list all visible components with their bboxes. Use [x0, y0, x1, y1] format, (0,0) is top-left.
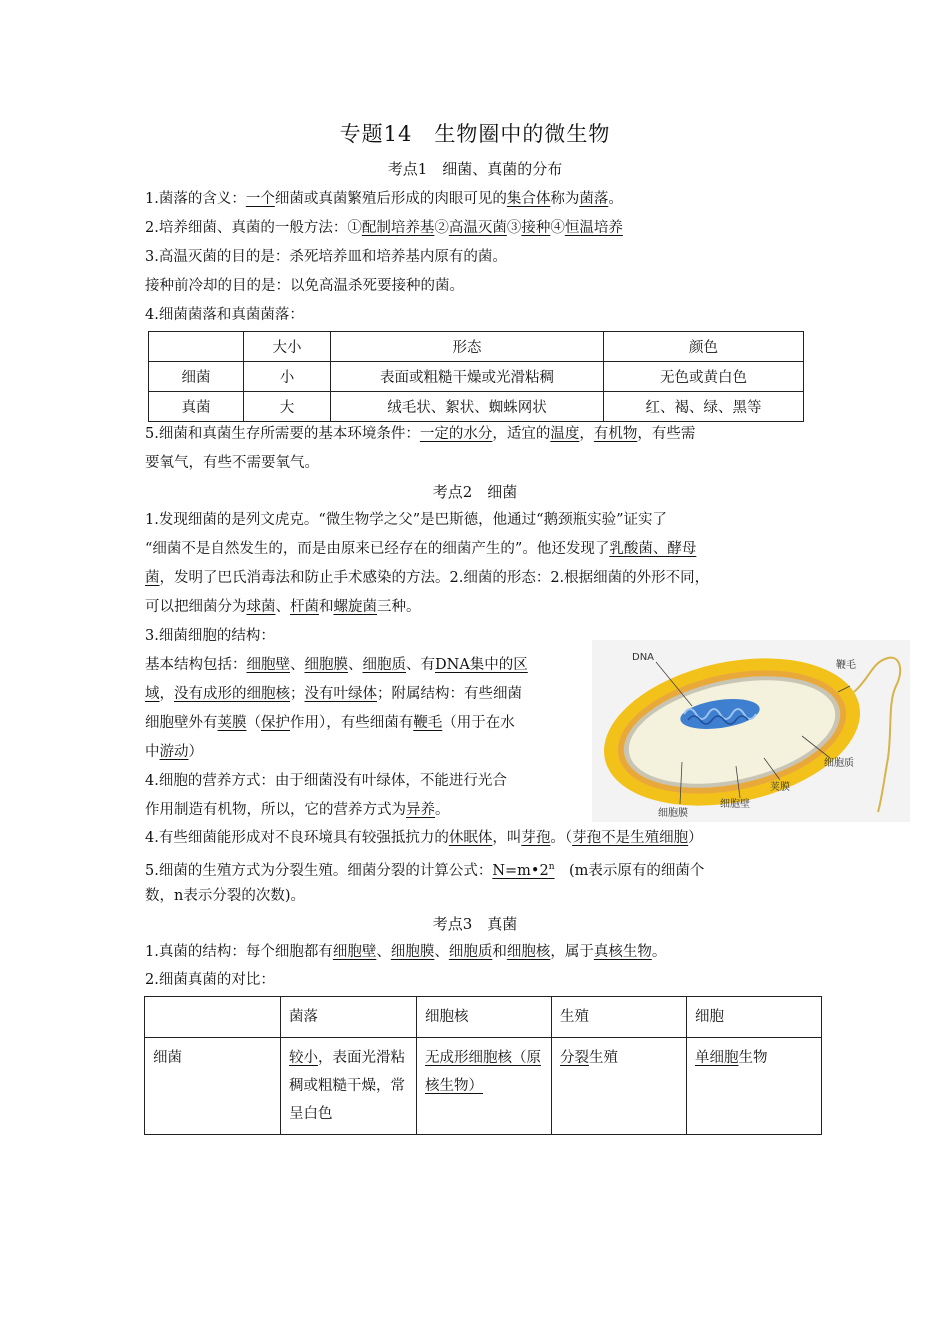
cytoplasm-label: 细胞质	[824, 758, 854, 769]
table-header-cell: 生殖	[552, 997, 687, 1038]
s2-line-3: 菌，发明了巴氏消毒法和防止手术感染的方法。2.细菌的形态：2.根据细菌的外形不同，	[145, 570, 710, 586]
table-header-cell: 细胞	[687, 997, 822, 1038]
table-header-cell: 细胞核	[417, 997, 552, 1038]
table-header-cell	[149, 332, 244, 362]
section-3-heading: 考点3 真菌	[432, 915, 518, 933]
s3-line-2: 2.细菌真菌的对比：	[145, 972, 275, 988]
s2-line-7: 域，没有成形的细胞核；没有叶绿体；附属结构：有些细菌	[145, 686, 522, 702]
s2-line-2: “细菌不是自然发生的，而是由原来已经存在的细菌产生的”。他还发现了乳酸菌、酵母	[145, 541, 697, 557]
table-cell: 无色或黄白色	[604, 362, 804, 392]
s2-line-1: 1.发现细菌的是列文虎克。“微生物学之父”是巴斯德，他通过“鹅颈瓶实验”证实了	[145, 512, 667, 528]
table-row	[149, 362, 804, 392]
table-cell: 大	[244, 392, 331, 422]
table-cell: 单细胞生物	[687, 1038, 822, 1135]
s1-line-2: 2.培养细菌、真菌的一般方法：①配制培养基②高温灭菌③接种④恒温培养	[145, 220, 623, 236]
table-header-cell: 菌落	[281, 997, 417, 1038]
table-cell: 细菌	[149, 362, 244, 392]
table-cell: 表面或粗糙干燥或光滑粘稠	[331, 362, 604, 392]
s2-line-5: 3.细菌细胞的结构：	[145, 628, 275, 644]
table-cell: 绒毛状、絮状、蜘蛛网状	[331, 392, 604, 422]
s2-line-9: 中游动）	[145, 744, 203, 760]
table-header-cell: 颜色	[604, 332, 804, 362]
comparison-table	[144, 996, 822, 1135]
s3-line-1: 1.真菌的结构：每个细胞都有细胞壁、细胞膜、细胞质和细胞核，属于真核生物。	[145, 944, 667, 960]
table-cell: 细菌	[145, 1038, 281, 1135]
table-row	[149, 332, 804, 362]
s1-line-3: 3.高温灭菌的目的是：杀死培养皿和培养基内原有的菌。	[145, 249, 507, 265]
table-cell: 小	[244, 362, 331, 392]
s2-line-11: 作用制造有机物，所以，它的营养方式为异养。	[145, 802, 450, 818]
s2-line-10: 4.细胞的营养方式：由于细菌没有叶绿体，不能进行光合	[145, 773, 507, 789]
table-cell: 分裂生殖	[552, 1038, 687, 1135]
s1-line-7: 要氧气，有些不需要氧气。	[145, 455, 319, 471]
bacterium-diagram	[592, 640, 910, 822]
dna-label: DNA	[632, 652, 655, 663]
s1-line-1: 1.菌落的含义：一个细菌或真菌繁殖后形成的肉眼可见的集合体称为菌落。	[145, 191, 623, 207]
page-title: 专题14 生物圈中的微生物	[339, 122, 611, 146]
s2-line-6: 基本结构包括：细胞壁、细胞膜、细胞质、有DNA集中的区	[145, 657, 528, 673]
section-1-heading: 考点1 细菌、真菌的分布	[387, 160, 563, 178]
table-cell: 无成形细胞核（原核生物）	[417, 1038, 552, 1135]
table-header-cell: 大小	[244, 332, 331, 362]
s1-line-4: 接种前冷却的目的是：以免高温杀死要接种的菌。	[145, 278, 464, 294]
cell-wall-label: 细胞壁	[720, 799, 750, 810]
s1-line-6: 5.细菌和真菌生存所需要的基本环境条件：一定的水分，适宜的温度，有机物，有些需	[145, 426, 696, 442]
table-row	[145, 997, 822, 1038]
table-header-cell	[145, 997, 281, 1038]
colony-table	[148, 331, 804, 422]
cell-membrane-label: 细胞膜	[658, 808, 688, 819]
capsule-label: 荚膜	[770, 782, 790, 793]
s1-line-5: 4.细菌菌落和真菌菌落：	[145, 307, 304, 323]
s2-line-8: 细胞壁外有荚膜（保护作用），有些细菌有鞭毛（用于在水	[145, 715, 515, 731]
table-cell: 红、褐、绿、黑等	[604, 392, 804, 422]
s2-line-12: 4.有些细菌能形成对不良环境具有较强抵抗力的休眠体，叫芽孢。（芽孢不是生殖细胞）	[145, 830, 703, 846]
table-row	[145, 1038, 822, 1135]
s2-line-13: 5.细菌的生殖方式为分裂生殖。细菌分裂的计算公式：$N=m•2^n$ (m表示原有的细菌个	[145, 862, 705, 879]
s2-line-4: 可以把细菌分为球菌、杆菌和螺旋菌三种。	[145, 599, 421, 615]
flagellum-label: 鞭毛	[836, 660, 856, 671]
section-2-heading: 考点2 细菌	[432, 483, 518, 501]
division-formula: $N=m•2^n$	[492, 862, 555, 879]
table-cell: 较小，表面光滑粘稠或粗糙干燥，常呈白色	[281, 1038, 417, 1135]
table-row	[149, 392, 804, 422]
table-cell: 真菌	[149, 392, 244, 422]
table-header-cell: 形态	[331, 332, 604, 362]
s2-line-14: 数，n表示分裂的次数)。	[145, 888, 305, 904]
